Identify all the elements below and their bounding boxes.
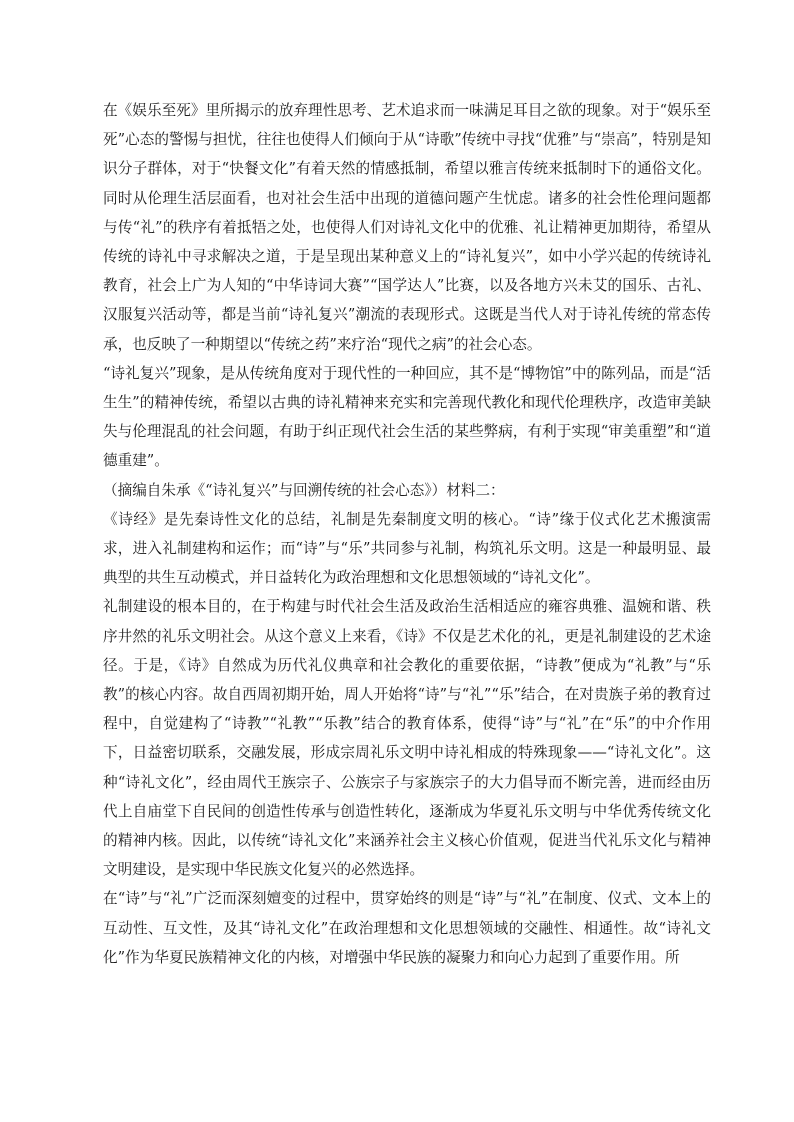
- sentence: “诗”缘于仪式化艺术搬演需求，进入礼制建构和运作；而“诗”与“乐”共同参与礼制，构筑礼乐文明。: [103, 510, 711, 558]
- paragraph-ritual-system: [103, 592, 711, 884]
- sentence: 在《娱乐至死》里所揭示的放弃理性思考、艺术追求而一味满足耳目之欲的现象。: [103, 102, 631, 119]
- paragraph-entertainment-to-death: [103, 96, 711, 359]
- sentence: 这既是当代人对于诗礼传统的常态传承，也反映了一种期望以“传统之药”来疗治“现代之病”的社会心态。: [103, 306, 711, 353]
- sentence: 诸多的社会性伦理问题都与传“礼”的秩序有着抵牾之处，也使得人们对诗礼文化中的优雅、礼让精神更加期待，希望从传统的诗礼中寻求解决之道，于是呈现出某种意义上的“诗礼复兴”，如中小学兴起的传统诗礼教育，社会上广为人知的“中华诗词大赛”“国学达人”比赛，以及各地方兴未艾的国乐、古礼、汉服复兴活动等，都是当前“诗礼复兴”潮流的表现形式。: [103, 189, 711, 324]
- sentence: 《诗经》是先秦诗性文化的总结，礼制是先秦制度文明的核心。: [103, 510, 529, 528]
- sentence: 礼制建设的根本目的，在于构建与时代社会生活及政治生活相适应的雍容典雅、温婉和谐、秩序井然的礼乐文明社会。: [103, 598, 711, 645]
- paragraph-poetry-ritual-revival: [103, 359, 711, 476]
- sentence: 这是一种最明显、最典型的共生互动模式，并日益转化为政治理想和文化思想领域的“诗礼文化”。: [103, 540, 711, 587]
- paragraph-poetry-ritual-evolution: [103, 884, 711, 972]
- sentence: 这种“诗礼文化”，经由周代王族宗子、公族宗子与家族宗子的大力倡导而不断完善，进而经由历代上自庙堂下自民间的创造性传承与创造性转化，逐渐成为华夏礼乐文明与中华优秀传统文化的精神内核。: [103, 744, 711, 850]
- sentence: 从这个意义上来看，《诗》不仅是艺术化的礼，更是礼制建设的艺术途径。: [103, 627, 711, 674]
- paragraph-source-citation: [103, 476, 711, 505]
- sentence: 故“诗礼文化”作为华夏民族精神文化的内核，对增强中华民族的凝聚力和向心力起到了重要作用。所: [103, 919, 711, 966]
- sentence: 同时从伦理生活层面看，也对社会生活中出现的道德问题产生忧虑。: [103, 189, 549, 207]
- sentence: 于是，《诗》自然成为历代礼仪典章和社会教化的重要依据，“诗教”便成为“礼教”与“乐教”的核心内容。: [103, 656, 711, 704]
- paragraph-book-of-songs: [103, 505, 711, 593]
- sentence: “诗礼复兴”现象，是从传统角度对于现代性的一种回应，其不是“博物馆”中的陈列品，而是“活生生”的精神传统，希望以古典的诗礼精神来充实和完善现代教化和现代伦理秩序，改造审美缺失与伦理混乱的社会问题，有助于纠正现代社会生活的某些弊病，有利于实现“审美重塑”和“道德重建”。: [103, 364, 711, 470]
- source-citation: （摘编自朱承《“诗礼复兴”与回溯传统的社会心态》）材料二：: [103, 481, 505, 499]
- sentence: 故自西周初期开始，周人开始将“诗”与“礼”“乐”结合，在对贵族子弟的教育过程中，自觉建构了“诗教”“礼教”“乐教”结合的教育体系，使得“诗”与“礼”在“乐”的中介作用下，日益密切联系，交融发展，形成宗周礼乐文明中诗礼相成的特殊现象——“诗礼文化”。: [103, 686, 711, 762]
- sentence: 在“诗”与“礼”广泛而深刻嬗变的过程中，贯穿始终的则是“诗”与“礼”在制度、仪式、文本上的互动性、互文性，及其“诗礼文化”在政治理想和文化思想领域的交融性、相通性。: [103, 890, 711, 937]
- sentence: 对于“娱乐至死”心态的警惕与担忧，往往也使得人们倾向于从“诗歌”传统中寻找“优雅”与“崇高”，特别是知识分子群体，对于“快餐文化”有着天然的情感抵制，希望以雅言传统来抵制时下的通俗文化。: [103, 102, 711, 178]
- sentence: 因此，以传统“诗礼文化”来涵养社会主义核心价值观，促进当代礼乐文化与精神文明建设，是实现中华民族文化复兴的必然选择。: [103, 832, 711, 879]
- document-body: [103, 96, 711, 972]
